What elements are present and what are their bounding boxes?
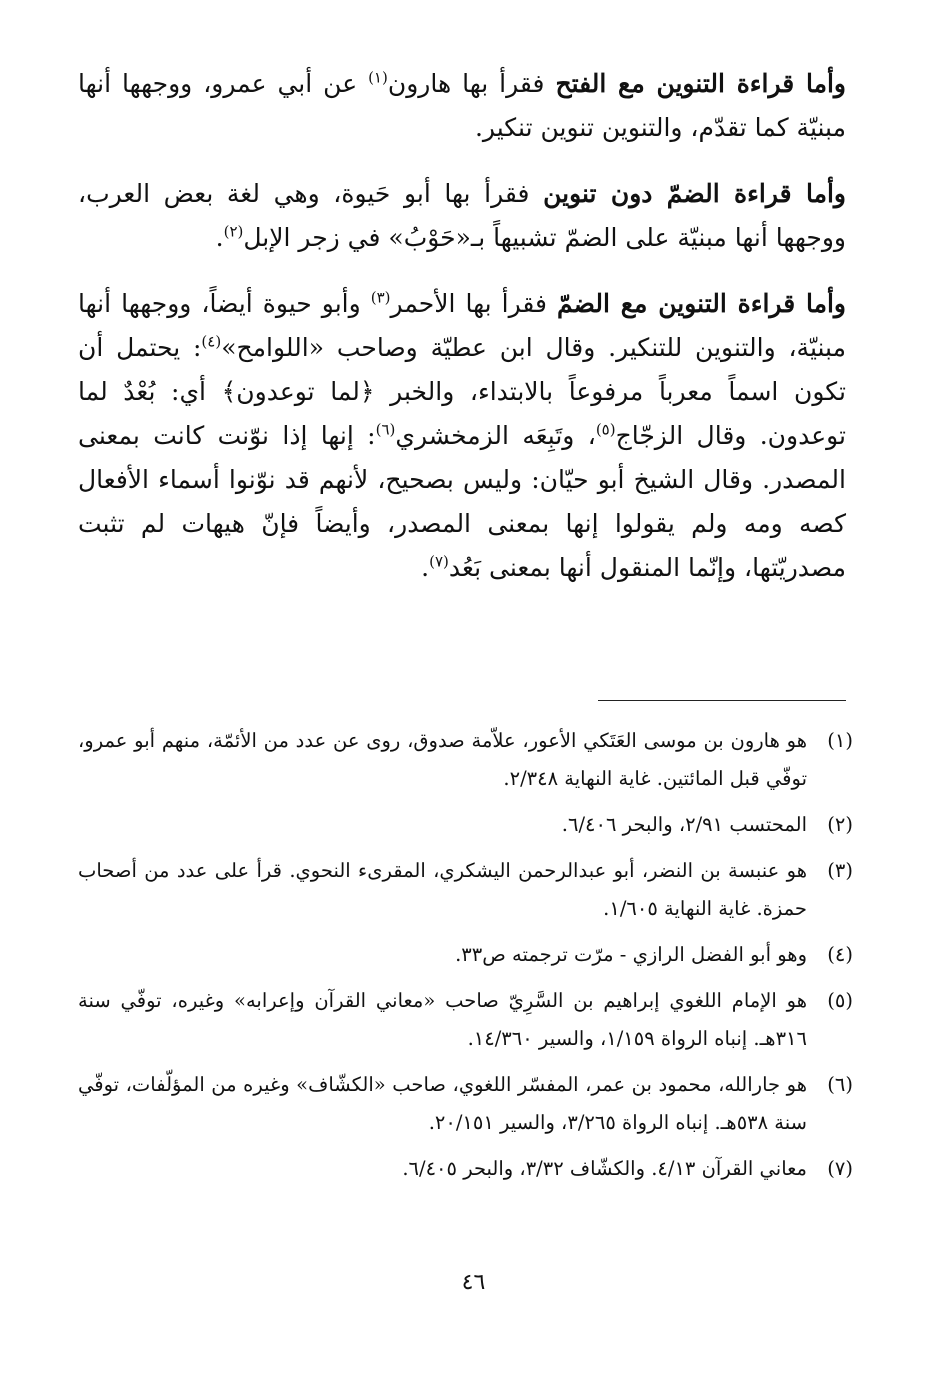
footnote-text: هو هارون بن موسى العَتَكي الأعور، علاّمة صدوق، روى عن عدد من الأئمّة، منهم أبو عمرو، توفّي قبل المائتين. غاية النهاية ٢/٣٤٨. [78,729,807,790]
footnote-item [78,1150,853,1188]
paragraph-text: عن أبي عمرو، ووجهها أنها مبنيّة كما تقدّم، والتنوين تنوين تنكير. [78,69,846,142]
footnote-item [78,722,853,798]
paragraph-text: . [215,223,224,252]
paragraph-lead: وأما قراءة الضمّ دون تنوين [543,179,846,208]
footnote-item [78,1066,853,1142]
footnote-number: (٧) [827,1157,853,1180]
footnote-ref[interactable]: (٧) [429,552,449,571]
paragraph-lead: وأما قراءة التنوين مع الفتح [555,69,846,98]
footnote-item [78,852,853,928]
footnote-item [78,936,853,974]
footnotes [78,722,853,1196]
footnote-text: هو عنبسة بن النضر، أبو عبدالرحمن اليشكري، المقرىء النحوي. قرأ على عدد من أصحاب حمزة. غاية النهاية ١/٦٠٥. [78,859,807,920]
footnote-text: المحتسب ٢/٩١، والبحر ٦/٤٠٦. [561,813,807,836]
paragraph-text: فقرأ بها هارون [387,69,556,98]
footnote-item [78,982,853,1058]
paragraph-text: فقرأ بها أبو حَيوة، وهي لغة بعض العرب، ووجهها أنها مبنيّة على الضمّ تشبيهاً بـ«حَوْبُ» في زجر الإبل [78,179,846,252]
footnote-ref[interactable]: (٥) [595,420,616,439]
footnote-item [78,806,853,844]
paragraph-3 [78,282,846,590]
paragraph-1 [78,62,846,150]
paragraph-text: فقرأ بها الأحمر [390,289,558,318]
footnote-ref[interactable]: (١) [368,68,388,87]
footnote-text: وهو أبو الفضل الرازي - مرّت ترجمته ص٣٣. [455,943,807,966]
paragraph-text: ، وتَبِعَه الزمخشري [395,421,596,450]
paragraph-text: . [421,553,430,582]
footnote-number: (٤) [827,943,853,966]
paragraph-2 [78,172,846,260]
footnote-ref[interactable]: (٣) [370,288,391,307]
main-text [78,62,846,612]
paragraph-text: : إنها إذا نوّنت كانت بمعنى المصدر. وقال الشيخ أبو حيّان: وليس بصحيح، لأنهم قد نوّنوا أسماء الأفعال كصه ومه ولم يقولوا إنها بمعنى المصدر، وأيضاً فإنّ هيهات لم تثبت مصدريّتها، وإنّما المنقول أنها بمعنى بَعُد [78,421,846,582]
footnote-text: هو الإمام اللغوي إبراهيم بن السَّرِيّ صاحب «معاني القرآن وإعرابه» وغيره، توفّي سنة ٣١٦هـ. إنباه الرواة ١/١٥٩، والسير ١٤/٣٦٠. [78,989,807,1050]
footnote-text: معاني القرآن ٤/١٣. والكشّاف ٣/٣٢، والبحر ٦/٤٠٥. [402,1157,807,1180]
footnote-number: (٢) [827,813,853,836]
footnote-number: (٥) [827,989,853,1012]
footnote-number: (١) [827,729,853,752]
footnote-number: (٣) [827,859,853,882]
footnote-ref[interactable]: (٤) [201,332,222,351]
footnote-ref[interactable]: (٢) [223,222,244,241]
footnote-number: (٦) [827,1073,853,1096]
footnote-text: هو جارالله، محمود بن عمر، المفسّر اللغوي، صاحب «الكشّاف» وغيره من المؤلّفات، توفّي سنة ٥٣٨هـ. إنباه الرواة ٣/٢٦٥، والسير ٢٠/١٥١. [78,1073,807,1134]
footnote-ref[interactable]: (٦) [375,420,396,439]
paragraph-text: وأبو حيوة أيضاً، ووجهها أنها مبنيّة، والتنوين للتنكير. وقال ابن عطيّة وصاحب «اللوامح» [78,289,846,362]
page-number: ٤٦ [461,1270,486,1295]
footnote-separator [598,700,846,701]
paragraph-text: : يحتمل أن تكون اسماً معرباً مرفوعاً بالابتداء، والخبر ﴿لما توعدون﴾ أي: بُعْدٌ لما توعدون. وقال الزجّاج [78,333,847,450]
paragraph-lead: وأما قراءة التنوين مع الضمّ [557,289,846,318]
